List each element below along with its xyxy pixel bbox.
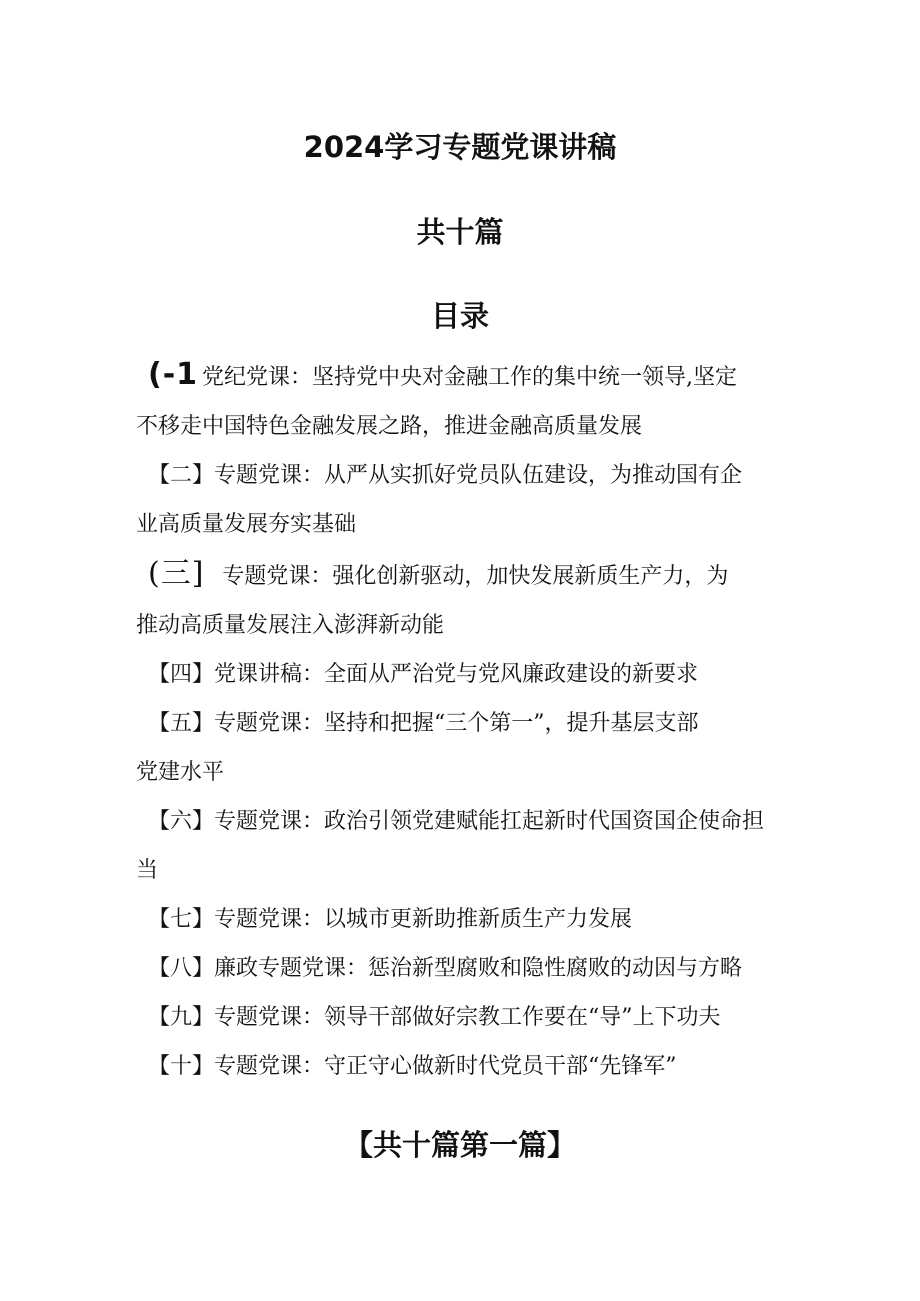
toc-line: 推动高质量发展注入澎湃新动能	[136, 613, 445, 638]
toc-line: 不移走中国特色金融发展之路，推进金融高质量发展	[136, 414, 643, 439]
toc-line: 党建水平	[136, 760, 225, 785]
toc-item-4	[136, 650, 796, 699]
toc-marker: 【九】	[148, 1005, 215, 1030]
toc-marker: 【二】	[148, 463, 215, 488]
document-title: 2024学习专题党课讲稿	[303, 130, 617, 164]
toc-marker: 【五】	[148, 711, 215, 736]
toc-item-5	[136, 699, 796, 797]
toc-line: 廉政专题党课：惩治新型腐败和隐性腐败的动因与方略	[214, 956, 743, 981]
toc-line: 业高质量发展夯实基础	[136, 512, 357, 537]
table-of-contents	[136, 350, 796, 1091]
toc-marker: 【七】	[148, 907, 215, 932]
toc-line: 党课讲稿：全面从严治党与党风廉政建设的新要求	[214, 662, 699, 687]
toc-item-2	[136, 451, 796, 549]
toc-line: 当	[136, 858, 159, 883]
toc-line: 专题党课：领导干部做好宗教工作要在“导”上下功夫	[214, 1005, 721, 1030]
toc-line: 专题党课：守正守心做新时代党员干部“先锋军”	[214, 1054, 677, 1079]
toc-marker: (三]	[148, 556, 205, 591]
toc-line: 专题党课：从严从实抓好党员队伍建设，为推动国有企	[214, 463, 743, 488]
toc-line: 专题党课：强化创新驱动，加快发展新质生产力，为	[222, 564, 729, 589]
toc-marker: 【六】	[148, 809, 215, 834]
toc-item-6	[136, 797, 796, 895]
document-subtitle: 共十篇	[416, 215, 504, 249]
toc-item-1	[136, 350, 796, 451]
toc-marker: 【八】	[148, 956, 215, 981]
toc-marker: 【四】	[148, 662, 215, 687]
toc-item-10	[136, 1042, 796, 1091]
toc-item-8	[136, 944, 796, 993]
toc-marker: 【十】	[148, 1054, 215, 1079]
toc-line: 党纪党课：坚持党中央对金融工作的集中统一领导,坚定	[202, 365, 738, 390]
toc-marker: (-1	[148, 357, 199, 392]
toc-item-3	[136, 549, 796, 650]
section-heading: 【共十篇第一篇】	[343, 1128, 576, 1162]
toc-line: 专题党课：坚持和把握“三个第一”，提升基层支部	[214, 711, 699, 736]
toc-line: 专题党课：以城市更新助推新质生产力发展	[214, 907, 633, 932]
toc-item-9	[136, 993, 796, 1042]
toc-line: 专题党课：政治引领党建赋能扛起新时代国资国企使命担	[214, 809, 765, 834]
toc-heading: 目录	[430, 299, 489, 333]
toc-item-7	[136, 895, 796, 944]
